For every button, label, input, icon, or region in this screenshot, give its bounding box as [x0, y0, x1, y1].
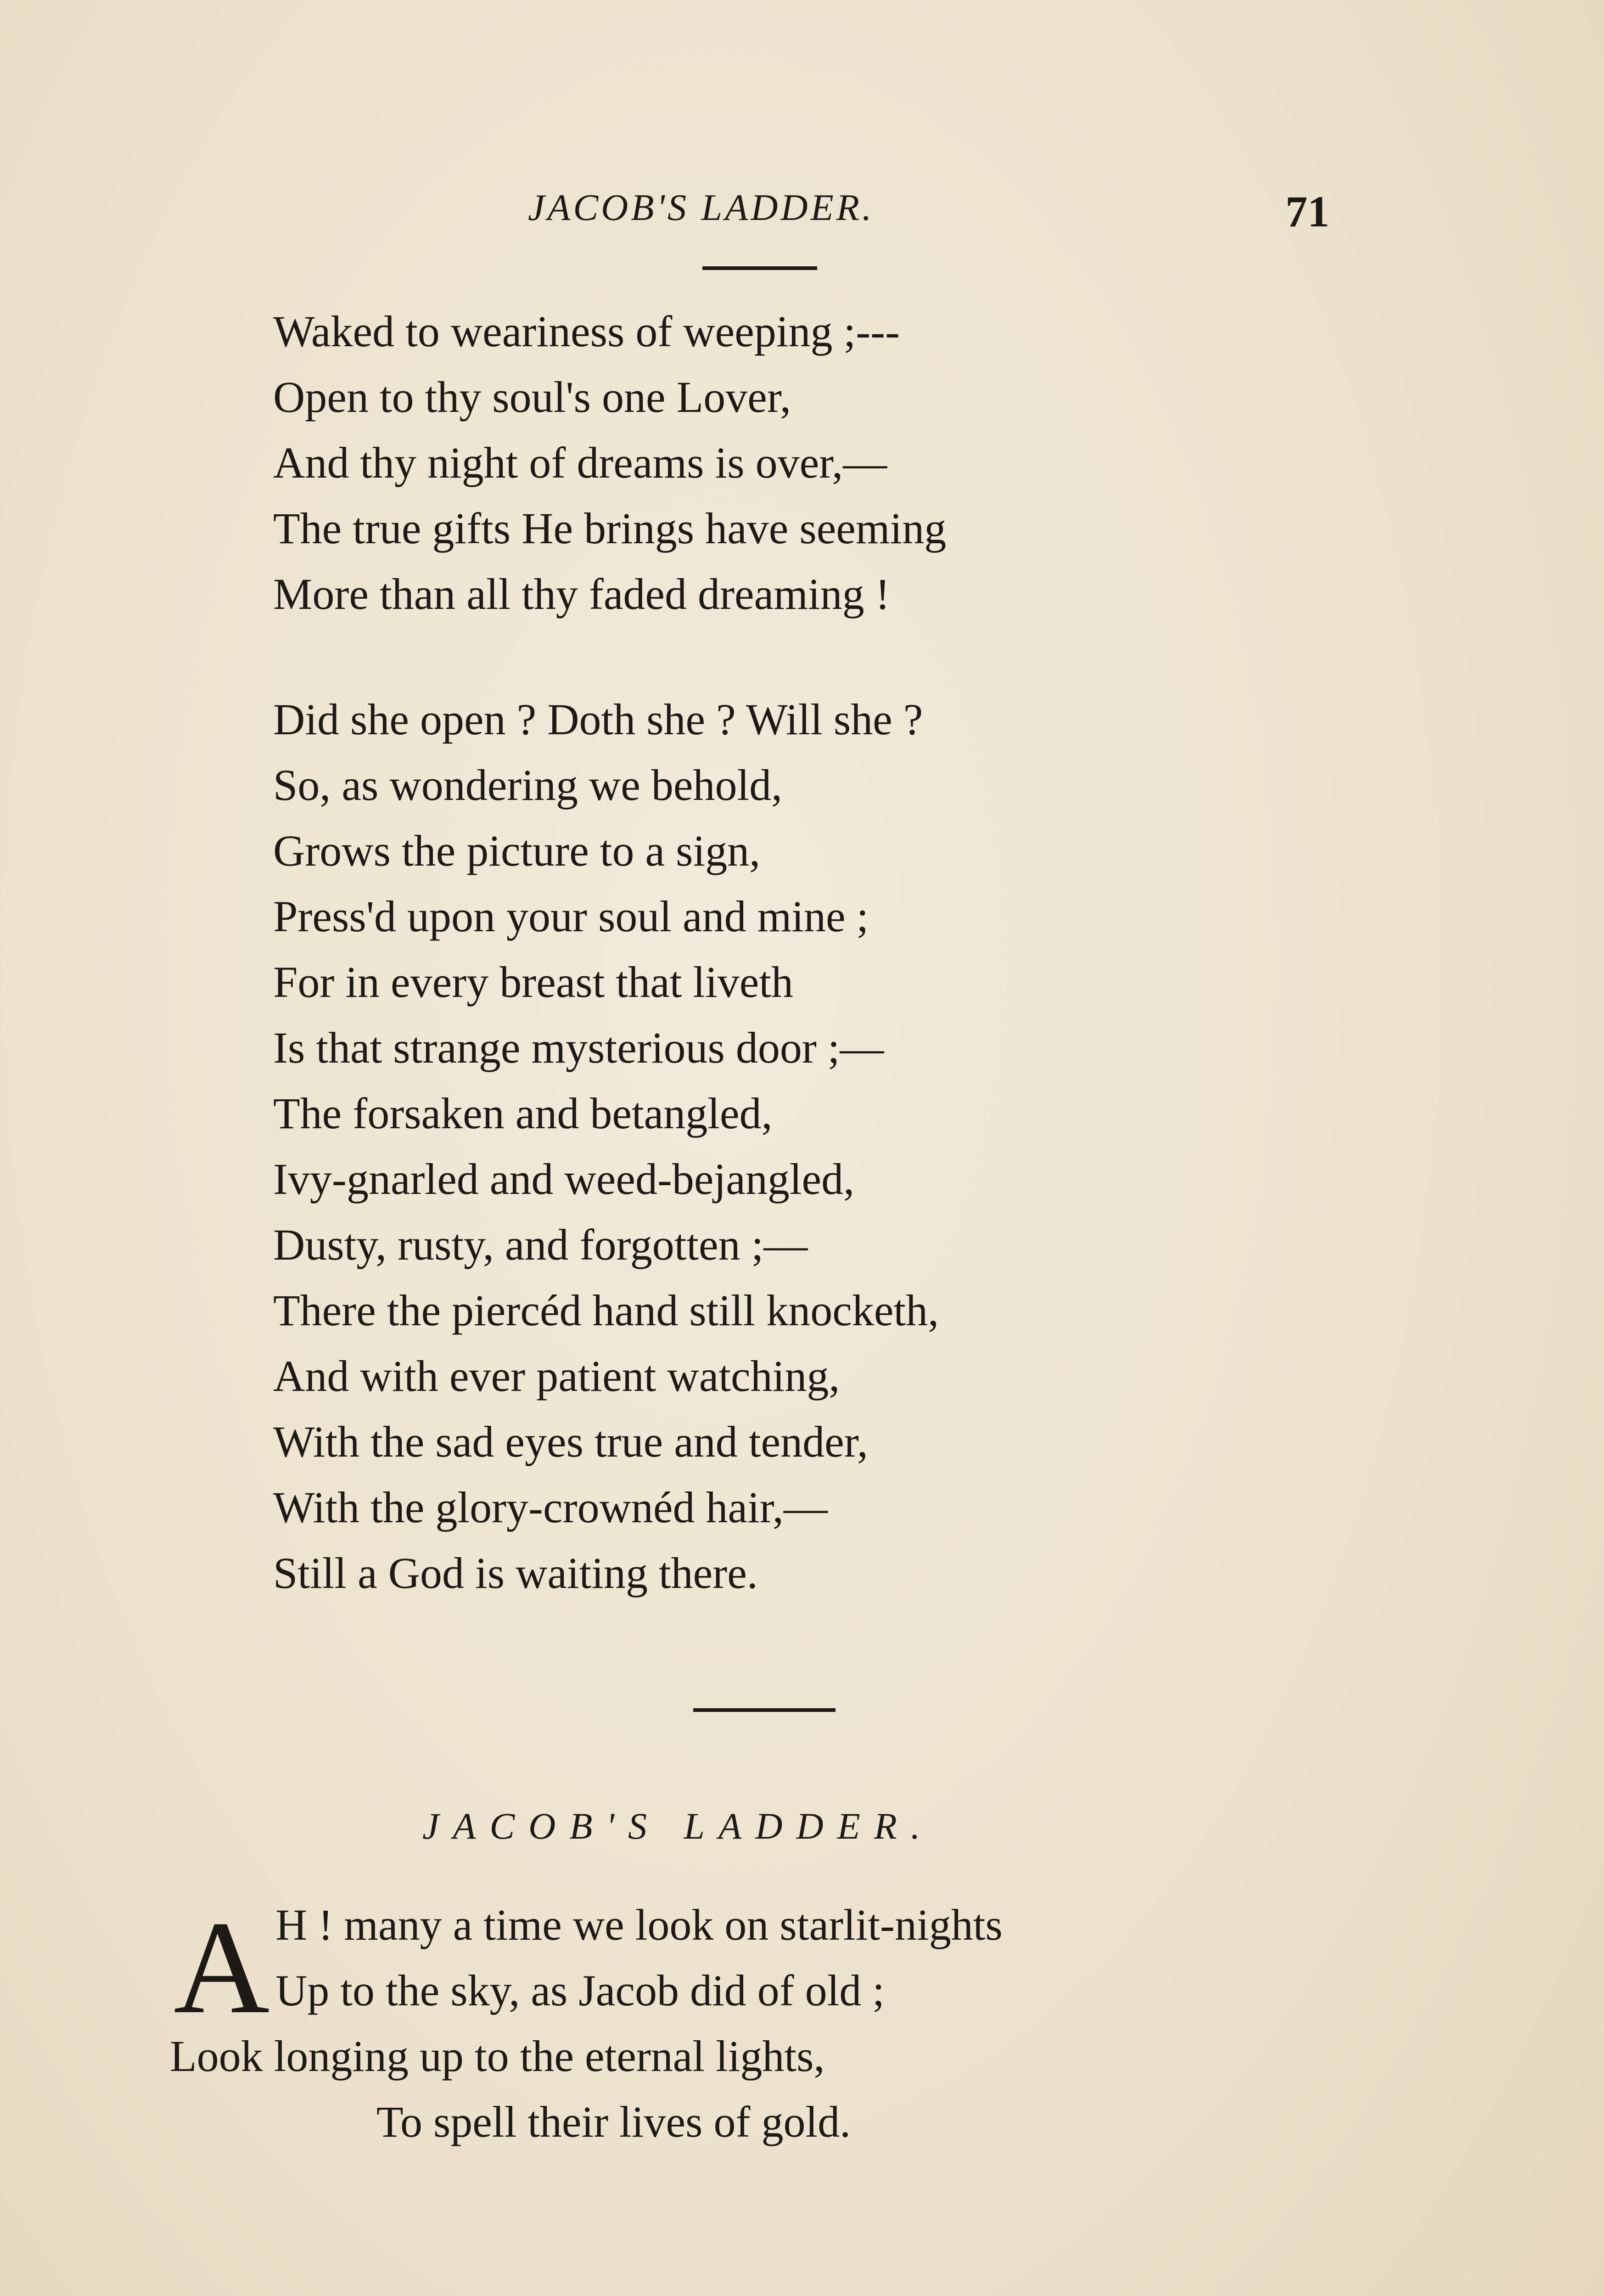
- verse-line: The true gifts He brings have seeming: [273, 504, 947, 553]
- verse-line: So, as wondering we behold,: [273, 760, 783, 810]
- page-number: 71: [1285, 187, 1329, 236]
- verse-line: Grows the picture to a sign,: [273, 826, 761, 875]
- verse-line: Dusty, rusty, and forgotten ;—: [273, 1220, 808, 1269]
- running-title: JACOB'S LADDER.: [528, 186, 875, 228]
- verse-line: Up to the sky, as Jacob did of old ;: [275, 1966, 885, 2015]
- verse-line: And thy night of dreams is over,—: [273, 438, 887, 487]
- verse-line: Still a God is waiting there.: [273, 1548, 758, 1598]
- verse-line: Ivy-gnarled and weed-bejangled,: [273, 1154, 855, 1204]
- verse-line: Open to thy soul's one Lover,: [273, 372, 791, 422]
- drop-cap: A: [174, 1894, 270, 2041]
- verse-line: And with ever patient watching,: [273, 1351, 840, 1401]
- verse-line: The forsaken and betangled,: [273, 1089, 773, 1138]
- stanza-1: [273, 298, 946, 627]
- header-rule: [702, 266, 817, 270]
- verse-line: Press'd upon your soul and mine ;: [273, 892, 869, 941]
- poem-title: JACOB'S LADDER.: [422, 1805, 934, 1847]
- verse-line: More than all thy faded dreaming !: [273, 569, 890, 619]
- verse-line: With the glory-crownéd hair,—: [273, 1483, 828, 1532]
- verse-line: To spell their lives of gold.: [376, 2097, 851, 2146]
- verse-line: Did she open ? Doth she ? Will she ?: [273, 695, 923, 744]
- verse-line: Waked to weariness of weeping ;---: [273, 307, 900, 356]
- verse-line: With the sad eyes true and tender,: [273, 1417, 868, 1466]
- verse-line: For in every breast that liveth: [273, 957, 794, 1007]
- section-divider-rule: [693, 1708, 836, 1712]
- verse-line: Is that strange mysterious door ;—: [273, 1023, 884, 1072]
- verse-line: H ! many a time we look on starlit-nights: [275, 1900, 1003, 1949]
- verse-line: There the piercéd hand still knocketh,: [273, 1286, 939, 1335]
- stanza-2: [273, 687, 939, 1606]
- verse-line: Look longing up to the eternal lights,: [170, 2032, 825, 2081]
